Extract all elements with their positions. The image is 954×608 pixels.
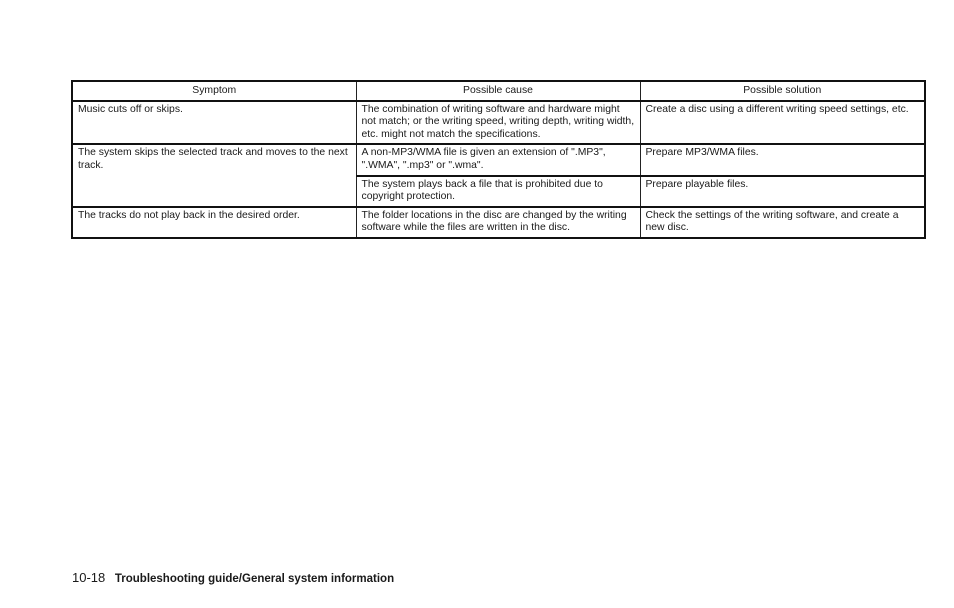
symptom-cell: The system skips the selected track and moves to the next track.	[72, 144, 356, 206]
solution-cell: Create a disc using a different writing speed settings, etc.	[640, 101, 925, 145]
header-possible-solution: Possible solution	[640, 81, 925, 101]
troubleshooting-table	[71, 80, 926, 239]
table-header-row	[72, 81, 925, 101]
page-footer	[72, 570, 394, 585]
table-row	[72, 207, 925, 238]
cause-cell: A non-MP3/WMA file is given an extension of ".MP3", ".WMA", ".mp3" or ".wma".	[356, 144, 640, 175]
solution-cell: Check the settings of the writing software, and create a new disc.	[640, 207, 925, 238]
table-row	[72, 101, 925, 145]
solution-cell: Prepare playable files.	[640, 176, 925, 207]
table-row	[72, 144, 925, 175]
page-number: 10-18	[72, 570, 106, 585]
solution-cell: Prepare MP3/WMA files.	[640, 144, 925, 175]
symptom-cell: The tracks do not play back in the desired order.	[72, 207, 356, 238]
cause-cell: The system plays back a file that is prohibited due to copyright protection.	[356, 176, 640, 207]
header-possible-cause: Possible cause	[356, 81, 640, 101]
cause-cell: The folder locations in the disc are changed by the writing software while the files are written in the disc.	[356, 207, 640, 238]
section-title: Troubleshooting guide/General system information	[114, 573, 395, 585]
cause-cell: The combination of writing software and hardware might not match; or the writing speed, writing depth, writing width, etc. might not match the specifications.	[356, 101, 640, 145]
symptom-cell: Music cuts off or skips.	[72, 101, 356, 145]
header-symptom: Symptom	[72, 81, 356, 101]
